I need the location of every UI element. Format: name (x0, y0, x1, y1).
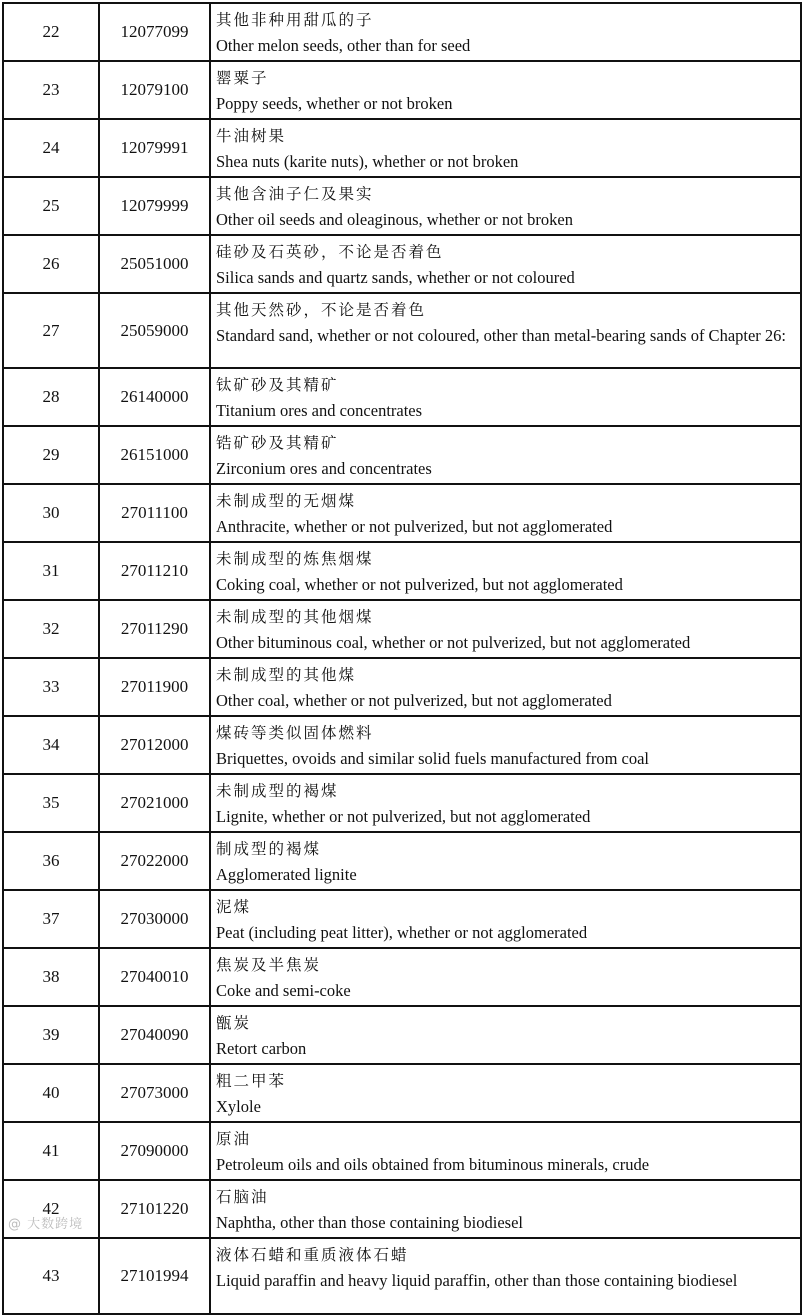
description-cell (210, 774, 801, 832)
description-cell (210, 3, 801, 61)
description-en: Other oil seeds and oleaginous, whether or not broken (216, 210, 573, 229)
description-zh: 煤砖等类似固体燃料 (216, 724, 374, 742)
description-cell (210, 890, 801, 948)
table-row (3, 948, 801, 1006)
description-cell (210, 484, 801, 542)
table-row (3, 716, 801, 774)
description-cell (210, 1238, 801, 1314)
description-en: Other bituminous coal, whether or not pulverized, but not agglomerated (216, 633, 691, 652)
row-number: 28 (3, 368, 99, 426)
description-cell (210, 600, 801, 658)
hs-code: 27011900 (99, 658, 210, 716)
description-zh: 锆矿砂及其精矿 (216, 434, 339, 452)
row-number: 22 (3, 3, 99, 61)
description-zh: 液体石蜡和重质液体石蜡 (216, 1246, 409, 1264)
row-number: 32 (3, 600, 99, 658)
description-zh: 牛油树果 (216, 127, 287, 145)
table-row (3, 1238, 801, 1314)
row-number: 34 (3, 716, 99, 774)
description-zh: 未制成型的炼焦烟煤 (216, 550, 374, 568)
hs-code: 27030000 (99, 890, 210, 948)
hs-code: 27011290 (99, 600, 210, 658)
row-number: 25 (3, 177, 99, 235)
description-zh: 其他非种用甜瓜的子 (216, 11, 374, 29)
description-en: Titanium ores and concentrates (216, 401, 423, 420)
row-number: 35 (3, 774, 99, 832)
description-en: Silica sands and quartz sands, whether or not coloured (216, 268, 575, 287)
table-row (3, 542, 801, 600)
description-zh: 未制成型的其他烟煤 (216, 608, 374, 626)
table-row (3, 658, 801, 716)
description-en: Shea nuts (karite nuts), whether or not broken (216, 152, 519, 171)
row-number: 31 (3, 542, 99, 600)
table-row (3, 1180, 801, 1238)
watermark: @ 大数跨境 (8, 1217, 84, 1232)
row-number: 38 (3, 948, 99, 1006)
description-zh: 未制成型的其他煤 (216, 666, 357, 684)
description-en: Anthracite, whether or not pulverized, but not agglomerated (216, 517, 613, 536)
description-zh: 粗二甲苯 (216, 1072, 287, 1090)
hs-code: 27022000 (99, 832, 210, 890)
table-row (3, 600, 801, 658)
table-row (3, 293, 801, 368)
customs-code-table (2, 2, 802, 1315)
description-en: Other coal, whether or not pulverized, but not agglomerated (216, 691, 612, 710)
description-en: Other melon seeds, other than for seed (216, 36, 471, 55)
table-row (3, 177, 801, 235)
hs-code: 27011210 (99, 542, 210, 600)
hs-code: 26140000 (99, 368, 210, 426)
hs-code: 27073000 (99, 1064, 210, 1122)
table-body (3, 3, 801, 1314)
description-cell (210, 716, 801, 774)
description-en: Peat (including peat litter), whether or not agglomerated (216, 923, 588, 942)
description-zh: 泥煤 (216, 898, 252, 916)
description-en: Standard sand, whether or not coloured, other than metal-bearing sands of Chapter 26: (216, 326, 786, 345)
description-cell (210, 177, 801, 235)
description-en: Coking coal, whether or not pulverized, but not agglomerated (216, 575, 623, 594)
table-row (3, 1122, 801, 1180)
description-en: Xylole (216, 1097, 261, 1116)
description-en: Poppy seeds, whether or not broken (216, 94, 453, 113)
table-row (3, 3, 801, 61)
hs-code: 27090000 (99, 1122, 210, 1180)
description-cell (210, 1006, 801, 1064)
row-number: 36 (3, 832, 99, 890)
table-row (3, 368, 801, 426)
description-zh: 罂粟子 (216, 69, 269, 87)
table-row (3, 61, 801, 119)
hs-code: 27021000 (99, 774, 210, 832)
description-zh: 其他含油子仁及果实 (216, 185, 374, 203)
description-zh: 未制成型的无烟煤 (216, 492, 357, 510)
description-cell (210, 426, 801, 484)
description-zh: 其他天然砂，不论是否着色 (216, 301, 427, 319)
hs-code: 12079100 (99, 61, 210, 119)
description-zh: 原油 (216, 1130, 252, 1148)
hs-code: 12079991 (99, 119, 210, 177)
description-zh: 未制成型的褐煤 (216, 782, 339, 800)
description-en: Coke and semi-coke (216, 981, 351, 1000)
description-zh: 焦炭及半焦炭 (216, 956, 322, 974)
description-zh: 硅砂及石英砂，不论是否着色 (216, 243, 444, 261)
hs-code: 27101220 (99, 1180, 210, 1238)
description-en: Briquettes, ovoids and similar solid fuels manufactured from coal (216, 749, 650, 768)
hs-code: 25059000 (99, 293, 210, 368)
table-row (3, 484, 801, 542)
description-cell (210, 542, 801, 600)
row-number: 39 (3, 1006, 99, 1064)
hs-code: 27011100 (99, 484, 210, 542)
table-row (3, 774, 801, 832)
description-cell (210, 368, 801, 426)
row-number: 43 (3, 1238, 99, 1314)
row-number: 42 (3, 1180, 99, 1238)
table-row (3, 890, 801, 948)
table-row (3, 832, 801, 890)
row-number: 23 (3, 61, 99, 119)
row-number: 30 (3, 484, 99, 542)
row-number: 41 (3, 1122, 99, 1180)
description-en: Zirconium ores and concentrates (216, 459, 432, 478)
description-cell (210, 832, 801, 890)
hs-code: 27040010 (99, 948, 210, 1006)
description-cell (210, 293, 801, 368)
description-cell (210, 658, 801, 716)
hs-code: 27040090 (99, 1006, 210, 1064)
row-number: 27 (3, 293, 99, 368)
row-number: 37 (3, 890, 99, 948)
description-cell (210, 1180, 801, 1238)
description-cell (210, 948, 801, 1006)
hs-code: 26151000 (99, 426, 210, 484)
description-en: Retort carbon (216, 1039, 307, 1058)
description-en: Liquid paraffin and heavy liquid paraffin, other than those containing biodiesel (216, 1271, 738, 1290)
table-row (3, 1006, 801, 1064)
description-en: Agglomerated lignite (216, 865, 357, 884)
row-number: 24 (3, 119, 99, 177)
row-number: 40 (3, 1064, 99, 1122)
row-number: 33 (3, 658, 99, 716)
row-number: 29 (3, 426, 99, 484)
hs-code: 12077099 (99, 3, 210, 61)
description-cell (210, 61, 801, 119)
hs-code: 27101994 (99, 1238, 210, 1314)
table-row (3, 1064, 801, 1122)
description-cell (210, 1122, 801, 1180)
description-en: Petroleum oils and oils obtained from bituminous minerals, crude (216, 1155, 650, 1174)
description-zh: 钛矿砂及其精矿 (216, 376, 339, 394)
hs-code: 27012000 (99, 716, 210, 774)
table-row (3, 235, 801, 293)
description-cell (210, 235, 801, 293)
description-en: Naphtha, other than those containing biodiesel (216, 1213, 524, 1232)
hs-code: 25051000 (99, 235, 210, 293)
description-en: Lignite, whether or not pulverized, but not agglomerated (216, 807, 591, 826)
hs-code: 12079999 (99, 177, 210, 235)
description-cell (210, 119, 801, 177)
table-row (3, 119, 801, 177)
description-zh: 石脑油 (216, 1188, 269, 1206)
row-number: 26 (3, 235, 99, 293)
table-row (3, 426, 801, 484)
description-cell (210, 1064, 801, 1122)
description-zh: 制成型的褐煤 (216, 840, 322, 858)
description-zh: 甑炭 (216, 1014, 252, 1032)
